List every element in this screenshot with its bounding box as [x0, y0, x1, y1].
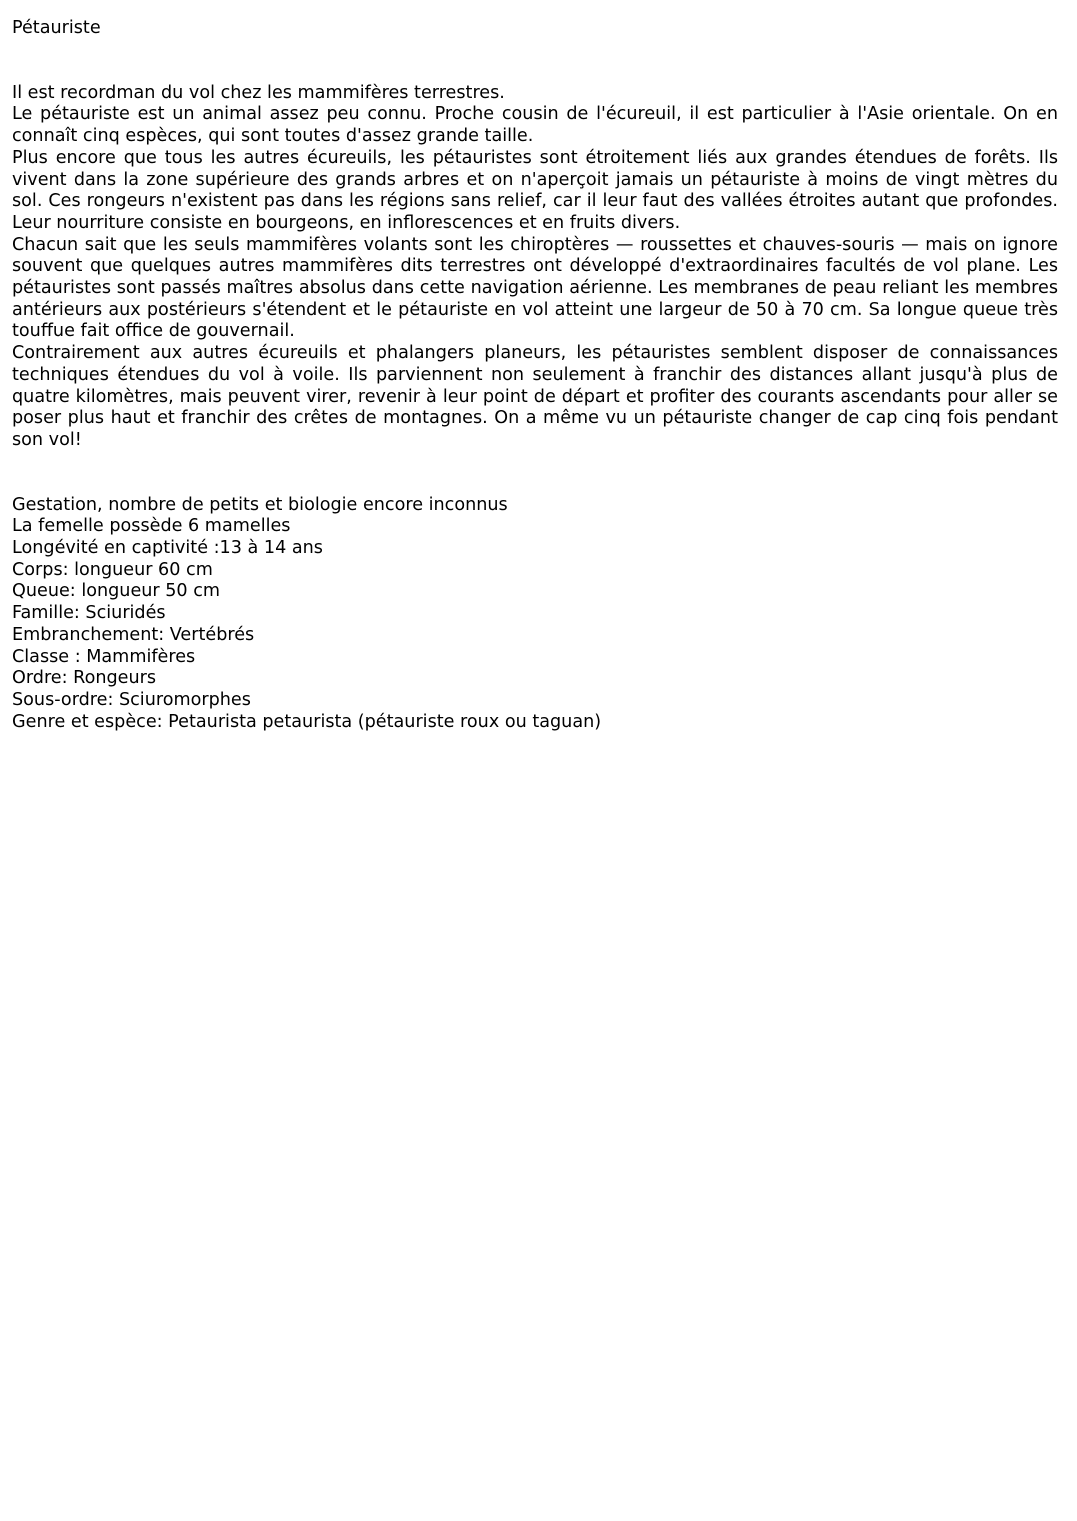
fact-sous-ordre: Sous-ordre: Sciuromorphes [12, 689, 251, 710]
paragraph-intro: Il est recordman du vol chez les mammifères terrestres. [12, 82, 505, 103]
paragraph-habitat: Plus encore que tous les autres écureuils, les pétauristes sont étroitement liés aux grandes étendues de forêts. Ils vivent dans la zone supérieure des grands arbres et on n'aperçoit jamais un pétauriste à moins de vingt mètres du sol. Ces rongeurs n'existent pas dans les régions sans relief, car il leur faut des vallées étroites autant que profondes. Leur nourriture consiste en bourgeons, en inflorescences et en fruits divers. [12, 147, 1058, 233]
document-page [12, 18, 1058, 733]
fact-genre-espece: Genre et espèce: Petaurista petaurista (pétauriste roux ou taguan) [12, 711, 602, 732]
document-title: Pétauriste [12, 18, 101, 38]
fact-mamelles: La femelle possède 6 mamelles [12, 516, 291, 537]
paragraph-gliding: Contrairement aux autres écureuils et phalangers planeurs, les pétauristes semblent disposer de connaissances techniques étendues du vol à voile. Ils parviennent non seulement à franchir des distances allant jusqu'à plus de quatre kilomètres, mais peuvent virer, revenir à leur point de départ et profiter des courants ascendants pour aller se poser plus haut et franchir des crêtes de montagnes. On a même vu un pétauriste changer de cap cinq fois pendant son vol! [12, 343, 1058, 450]
fact-longevite: Longévité en captivité :13 à 14 ans [12, 538, 323, 559]
article-body [12, 83, 1058, 452]
facts-list [12, 495, 1058, 734]
fact-embranchement: Embranchement: Vertébrés [12, 624, 255, 645]
fact-ordre: Ordre: Rongeurs [12, 668, 157, 689]
fact-gestation: Gestation, nombre de petits et biologie encore inconnus [12, 494, 508, 515]
paragraph-description: Le pétauriste est un animal assez peu connu. Proche cousin de l'écureuil, il est particulier à l'Asie orientale. On en connaît cinq espèces, qui sont toutes d'assez grande taille. [12, 104, 1058, 147]
fact-famille: Famille: Sciuridés [12, 603, 166, 624]
fact-classe: Classe : Mammifères [12, 646, 196, 667]
paragraph-flight: Chacun sait que les seuls mammifères volants sont les chiroptères — roussettes et chauves-souris — mais on ignore souvent que quelques autres mammifères dits terrestres ont développé d'extraordinaires facultés de vol plane. Les pétauristes sont passés maîtres absolus dans cette navigation aérienne. Les membranes de peau reliant les membres antérieurs aux postérieurs s'étendent et le pétauriste en vol atteint une largeur de 50 à 70 cm. Sa longue queue très touffue fait office de gouvernail. [12, 234, 1058, 342]
fact-queue: Queue: longueur 50 cm [12, 581, 221, 602]
fact-corps: Corps: longueur 60 cm [12, 559, 213, 580]
